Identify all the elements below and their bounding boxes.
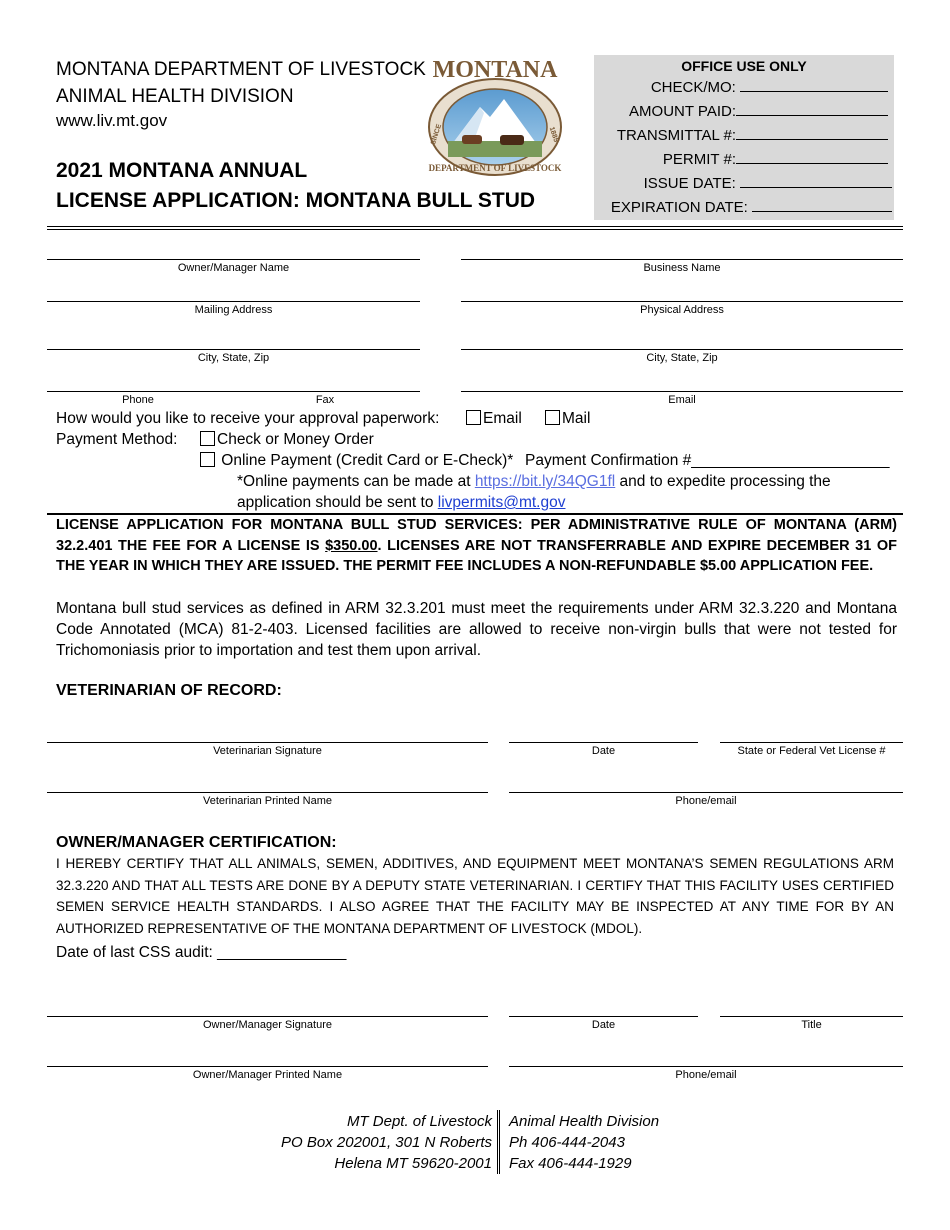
- business-name-label: Business Name: [643, 262, 721, 274]
- vet-date-line[interactable]: [509, 742, 698, 743]
- email-label: Email: [668, 394, 696, 406]
- delivery-email-checkbox[interactable]: [466, 410, 481, 425]
- physical-address-line[interactable]: [461, 301, 903, 302]
- logo-since: SINCE: [429, 123, 444, 146]
- office-amount-paid: AMOUNT PAID:: [588, 101, 894, 120]
- header-divider: [47, 226, 903, 227]
- city-state-zip-right-label: City, State, Zip: [646, 352, 718, 364]
- license-notice: LICENSE APPLICATION FOR MONTANA BULL STUD SERVICES: PER ADMINISTRATIVE RULE OF MONTANA (ARM) 32.2.401 THE FEE FOR A LICENSE IS $350.00. LICENSES ARE NOT TRANSFERRABLE AND EXPIRE DECEMBER 31 OF THE YEAR IN WHICH THEY ARE ISSUED. THE PERMIT FEE INCLUDES A NON-REFUNDABLE $5.00 APPLICATION FEE.: [56, 517, 897, 574]
- footer-contact: Animal Health Division Ph 406-444-2043 Fax 406-444-1929: [509, 1113, 660, 1172]
- owner-phone-email-line[interactable]: [509, 1066, 903, 1067]
- vet-phone-email-label: Phone/email: [675, 795, 737, 807]
- website: www.liv.mt.gov: [56, 111, 168, 130]
- fax-label: Fax: [315, 394, 335, 406]
- office-permit: PERMIT #:: [588, 149, 894, 168]
- payment-confirmation[interactable]: Payment Confirmation #_______________________: [525, 452, 890, 469]
- form-title-line2: LICENSE APPLICATION: MONTANA BULL STUD: [56, 189, 536, 212]
- css-audit-date[interactable]: Date of last CSS audit: _______________: [56, 944, 347, 961]
- owner-date-line[interactable]: [509, 1016, 698, 1017]
- city-state-zip-left-line[interactable]: [47, 349, 420, 350]
- payment-check-option[interactable]: Check or Money Order: [200, 429, 374, 450]
- vet-license-label: State or Federal Vet License #: [737, 745, 886, 757]
- vet-printed-name-line[interactable]: [47, 792, 488, 793]
- office-use-heading: OFFICE USE ONLY: [681, 58, 807, 74]
- owner-cert-heading: OWNER/MANAGER CERTIFICATION:: [56, 834, 337, 851]
- business-name-line[interactable]: [461, 259, 903, 260]
- delivery-mail-option[interactable]: Mail: [545, 408, 590, 429]
- physical-address-label: Physical Address: [640, 304, 724, 316]
- office-expiration-date: EXPIRATION DATE:: [592, 197, 894, 216]
- owner-cert-text: I HEREBY CERTIFY THAT ALL ANIMALS, SEMEN, ADDITIVES, AND EQUIPMENT MEET MONTANA’S SEMEN REGULATIONS ARM 32.3.220 AND THAT ALL TESTS ARE DONE BY A DEPUTY STATE VETERINARIAN. I CERTIFY THAT THIS FACILITY USES CERTIFIED SEMEN SERVICE HEALTH STANDARDS. I ALSO AGREE THAT THE FACILITY MAY BE INSPECTED AT ANY TIME FOR BY AN AUTHORIZED REPRESENTATIVE OF THE MONTANA DEPARTMENT OF LIVESTOCK (MDOL).: [56, 856, 894, 936]
- mailing-address-label: Mailing Address: [194, 304, 273, 316]
- email-line[interactable]: [461, 391, 903, 392]
- office-issue-date: ISSUE DATE:: [592, 173, 894, 192]
- office-transmittal: TRANSMITTAL #:: [588, 125, 894, 144]
- city-state-zip-left-label: City, State, Zip: [197, 352, 270, 364]
- department-logo: [418, 55, 566, 177]
- footer-divider: [497, 1110, 500, 1174]
- owner-signature-line[interactable]: [47, 1016, 488, 1017]
- owner-name-line[interactable]: [47, 259, 420, 260]
- owner-printed-name-line[interactable]: [47, 1066, 488, 1067]
- owner-phone-email-label: Phone/email: [675, 1069, 737, 1081]
- permits-email-link[interactable]: livpermits@mt.gov: [437, 494, 566, 511]
- vet-signature-line[interactable]: [47, 742, 488, 743]
- org-name: MONTANA DEPARTMENT OF LIVESTOCK: [56, 59, 426, 80]
- payment-check-checkbox[interactable]: [200, 431, 215, 446]
- owner-title-line[interactable]: [720, 1016, 903, 1017]
- phone-label: Phone: [122, 394, 154, 406]
- logo-year: 1885: [547, 126, 560, 144]
- payment-online-checkbox[interactable]: [200, 452, 215, 467]
- delivery-mail-checkbox[interactable]: [545, 410, 560, 425]
- vet-license-line[interactable]: [720, 742, 903, 743]
- logo-subtitle: DEPARTMENT OF LIVESTOCK: [428, 163, 562, 173]
- vet-printed-name-label: Veterinarian Printed Name: [202, 795, 332, 807]
- owner-date-label: Date: [591, 1019, 616, 1031]
- division-name: ANIMAL HEALTH DIVISION: [56, 86, 294, 107]
- online-payment-note-line2: application should be sent to livpermits@mt.gov: [237, 494, 566, 511]
- footer-address: MT Dept. of Livestock PO Box 202001, 301 N Roberts Helena MT 59620-2001: [281, 1113, 492, 1172]
- owner-signature-label: Owner/Manager Signature: [202, 1019, 332, 1031]
- vet-date-label: Date: [591, 745, 616, 757]
- owner-name-label: Owner/Manager Name: [177, 262, 290, 274]
- owner-title-label: Title: [801, 1019, 822, 1031]
- online-payment-note: *Online payments can be made at https://bit.ly/34QG1fl and to expedite processing the: [237, 473, 831, 490]
- form-title-line1: 2021 MONTANA ANNUAL: [56, 159, 308, 182]
- office-use-box: [594, 55, 894, 220]
- payment-online-option[interactable]: Online Payment (Credit Card or E-Check)*: [200, 450, 513, 471]
- city-state-zip-right-line[interactable]: [461, 349, 903, 350]
- delivery-question: How would you like to receive your approval paperwork:: [56, 410, 440, 427]
- payment-link[interactable]: https://bit.ly/34QG1fl: [474, 473, 616, 490]
- phone-fax-line[interactable]: [47, 391, 420, 392]
- vet-phone-email-line[interactable]: [509, 792, 903, 793]
- vet-heading: VETERINARIAN OF RECORD:: [56, 682, 282, 699]
- payment-method-label: Payment Method:: [56, 431, 178, 448]
- owner-printed-name-label: Owner/Manager Printed Name: [192, 1069, 343, 1081]
- logo-title: MONTANA: [432, 57, 558, 83]
- mailing-address-line[interactable]: [47, 301, 420, 302]
- delivery-email-option[interactable]: Email: [466, 408, 522, 429]
- office-checkmo: CHECK/MO:: [588, 77, 894, 96]
- service-description: Montana bull stud services as defined in ARM 32.3.201 must meet the requirements under ARM 32.3.220 and Montana Code Annotated (MCA) 81-2-403. Licensed facilities are allowed to receive non-virgin bulls that were not tested for Trichomoniasis prior to importation and test them upon arrival.: [56, 600, 897, 659]
- vet-signature-label: Veterinarian Signature: [213, 745, 322, 757]
